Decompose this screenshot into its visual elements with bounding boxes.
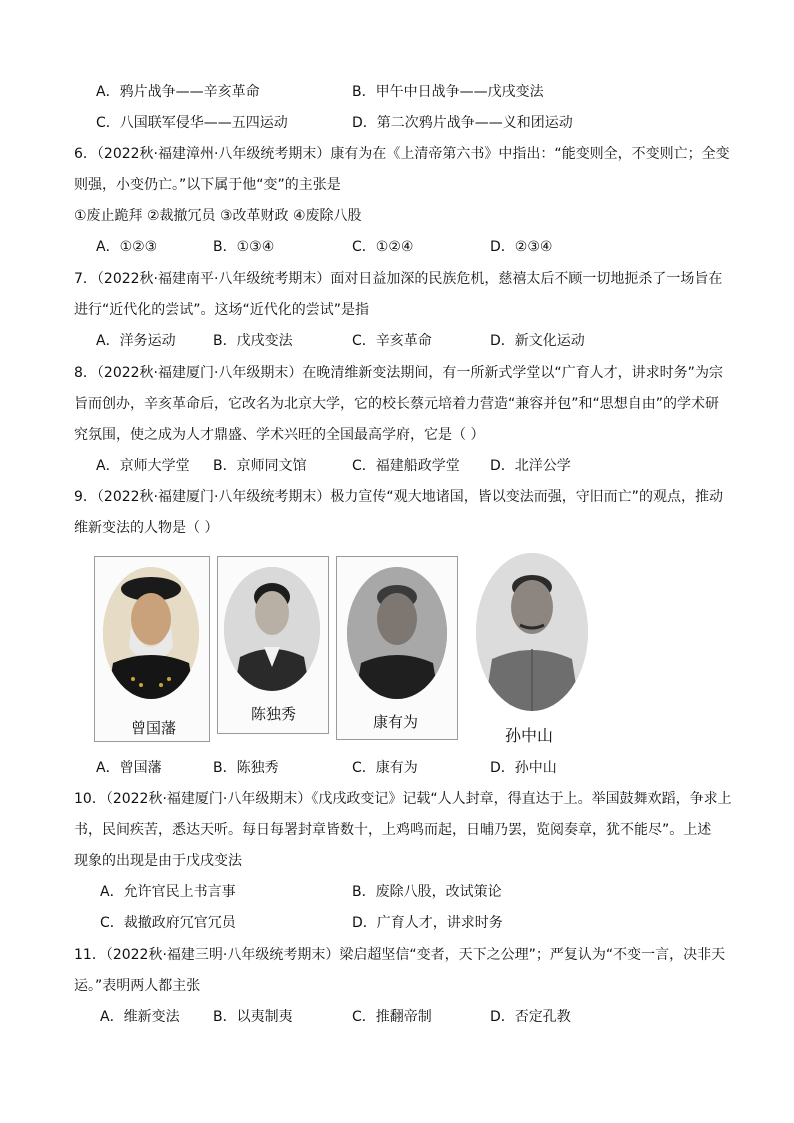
q7-option-a[interactable]: A．洋务运动 bbox=[96, 333, 176, 349]
q11-option-a[interactable]: A．维新变法 bbox=[100, 1009, 180, 1025]
portrait-chen-duxiu bbox=[224, 567, 320, 691]
q9-stem-line1: 9．（2022秋·福建厦门·八年级统考期末）极力宣传“观大地诸国，皆以变法而强，守旧而亡”的观点，推动 bbox=[74, 489, 723, 505]
q8-option-d[interactable]: D．北洋公学 bbox=[490, 458, 571, 474]
q8-option-c[interactable]: C．福建船政学堂 bbox=[352, 458, 460, 474]
q10-option-b[interactable]: B．废除八股，改试策论 bbox=[352, 884, 502, 900]
q8-options bbox=[96, 456, 716, 476]
q5-option-a[interactable]: A．鸦片战争——辛亥革命 bbox=[96, 84, 260, 100]
portrait-kang-youwei-image bbox=[347, 567, 447, 699]
q11-options bbox=[96, 1007, 716, 1027]
q8-option-a[interactable]: A．京师大学堂 bbox=[96, 458, 190, 474]
portrait-chen-duxiu-image bbox=[224, 567, 320, 691]
q6-items: ①废止跪拜 ②裁撤冗员 ③改革财政 ④废除八股 bbox=[74, 208, 362, 224]
q7-options bbox=[96, 331, 716, 351]
caption-sun-yatsen: 孙中山 bbox=[505, 726, 554, 745]
q10-options-row1 bbox=[96, 882, 716, 902]
q6-option-c[interactable]: C．①②④ bbox=[352, 239, 414, 255]
q9-stem-line2: 维新变法的人物是（ ） bbox=[74, 520, 219, 536]
q5-options-row1 bbox=[96, 82, 716, 102]
q6-option-d[interactable]: D．②③④ bbox=[490, 239, 553, 255]
q7-option-c[interactable]: C．辛亥革命 bbox=[352, 333, 432, 349]
portrait-zeng-guofan bbox=[103, 567, 199, 699]
q6-option-a[interactable]: A．①②③ bbox=[96, 239, 158, 255]
portrait-card-chen-duxiu bbox=[217, 556, 329, 734]
caption-chen-duxiu: 陈独秀 bbox=[251, 705, 297, 723]
q10-option-a[interactable]: A．允许官民上书言事 bbox=[100, 884, 236, 900]
q7-option-b[interactable]: B．戊戌变法 bbox=[213, 333, 293, 349]
caption-kang-youwei: 康有为 bbox=[373, 713, 419, 731]
q5-option-b[interactable]: B．甲午中日战争——戊戌变法 bbox=[352, 84, 544, 100]
portrait-card-zeng-guofan bbox=[94, 556, 210, 742]
portrait-sun-yatsen bbox=[476, 553, 588, 711]
q5-options-row2 bbox=[96, 113, 716, 133]
q9-option-c[interactable]: C．康有为 bbox=[352, 760, 418, 776]
q7-option-d[interactable]: D．新文化运动 bbox=[490, 333, 585, 349]
q9-option-d[interactable]: D．孙中山 bbox=[490, 760, 557, 776]
q11-stem-line2: 运。”表明两人都主张 bbox=[74, 978, 201, 994]
q8-stem-line1: 8．（2022秋·福建厦门·八年级期末）在晚清维新变法期间，有一所新式学堂以“广育人才，讲求时务”为宗 bbox=[74, 365, 723, 381]
q11-option-c[interactable]: C．推翻帝制 bbox=[352, 1009, 432, 1025]
q11-option-d[interactable]: D．否定孔教 bbox=[490, 1009, 571, 1025]
q9-options bbox=[96, 758, 716, 778]
q8-stem-line3: 究氛围，使之成为人才鼎盛、学术兴旺的全国最高学府，它是（ ） bbox=[74, 427, 485, 443]
q11-stem-line1: 11．（2022秋·福建三明·八年级统考期末）梁启超坚信“变者，天下之公理”；严复认为“不变一言，决非天 bbox=[74, 947, 726, 963]
q6-stem-line1: 6．（2022秋·福建漳州·八年级统考期末）康有为在《上清帝第六书》中指出：“能变则全，不变则亡；全变 bbox=[74, 146, 730, 162]
q10-stem-line3: 现象的出现是由于戊戌变法 bbox=[74, 853, 242, 869]
q5-option-c[interactable]: C．八国联军侵华——五四运动 bbox=[96, 115, 288, 131]
portrait-card-kang-youwei bbox=[336, 556, 458, 740]
q10-option-d[interactable]: D．广育人才，讲求时务 bbox=[352, 915, 503, 931]
q8-option-b[interactable]: B．京师同文馆 bbox=[213, 458, 307, 474]
q7-stem-line1: 7．（2022秋·福建南平·八年级统考期末）面对日益加深的民族危机，慈禧太后不顾一切地扼杀了一场旨在 bbox=[74, 271, 723, 287]
q6-options bbox=[96, 237, 716, 257]
portrait-zeng-guofan-image bbox=[103, 567, 199, 699]
q7-stem-line2: 进行“近代化的尝试”。这场“近代化的尝试”是指 bbox=[74, 302, 370, 318]
caption-zeng-guofan: 曾国藩 bbox=[131, 719, 177, 737]
q9-option-a[interactable]: A．曾国藩 bbox=[96, 760, 162, 776]
q10-option-c[interactable]: C．裁撤政府冗官冗员 bbox=[100, 915, 236, 931]
q11-option-b[interactable]: B．以夷制夷 bbox=[213, 1009, 293, 1025]
q6-option-b[interactable]: B．①③④ bbox=[213, 239, 275, 255]
q10-stem-line2: 书，民间疾苦，悉达天听。每日每署封章皆数十，上鸡鸣而起，日晡乃罢，览阅奏章，犹不能尽”。上述 bbox=[74, 822, 712, 838]
portrait-sun-yatsen-image bbox=[476, 553, 588, 711]
q10-stem-line1: 10．（2022秋·福建厦门·八年级期末）《戊戌政变记》记载“人人封章，得直达于上。举国鼓舞欢蹈，争求上 bbox=[74, 791, 732, 807]
q6-stem-line2: 则强，小变仍亡。”以下属于他“变”的主张是 bbox=[74, 177, 341, 193]
q10-options-row2 bbox=[96, 913, 716, 933]
q9-option-b[interactable]: B．陈独秀 bbox=[213, 760, 279, 776]
q8-stem-line2: 旨而创办，辛亥革命后，它改名为北京大学，它的校长蔡元培着力营造“兼容并包”和“思想自由”的学术研 bbox=[74, 396, 720, 412]
q5-option-d[interactable]: D．第二次鸦片战争——义和团运动 bbox=[352, 115, 573, 131]
portrait-kang-youwei bbox=[347, 567, 447, 699]
